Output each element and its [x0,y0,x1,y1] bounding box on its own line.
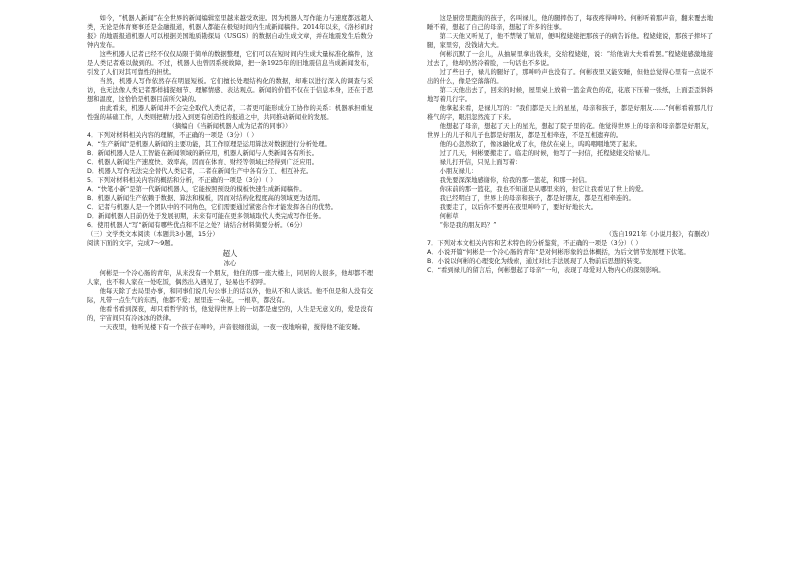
intro-paragraph: 当然，机器人写作依然存在明显短板。它们擅长处理结构化的数据，却难以进行深入的调查与采访，也无法像人类记者那样捕捉细节、理解情感、表达观点。新闻的价值不仅在于信息本身，还在于思想和温度，这恰恰是机器目前所欠缺的。 [87,78,373,103]
answer-option: A．“生产新闻”是机器人新闻的主要功能，其工作原理是运用算法对数据进行分析处理。 [87,141,331,148]
story-paragraph: 这是厨房里跑街的孩子，名叫禄儿，他的腿摔伤了，每夜疼得呻吟。何彬听着那声音，翻来覆去地睡不着，想起了自己的母亲，想起了许多的往事。 [427,15,713,31]
answer-option: D．机器人写作无法完全替代人类记者，二者在新闻生产中各有分工、相互补充。 [87,168,313,175]
section-note: 阅读下面的文字，完成7～9题。 [87,240,177,247]
left-column [87,14,373,554]
letter-greeting: 小朋友禄儿： [439,168,478,175]
answer-option: D．新闻机器人目前仍处于发展初期，未来有可能在更多领域取代人类完成写作任务。 [87,213,325,220]
section-heading: （三）文学类文本阅读（本题共3小题，15分） [87,231,219,238]
story-paragraph: 他的心忽然软了，像冰融化成了水，他伏在桌上，呜呜咽咽地哭了起来。 [439,141,642,148]
answer-option: B．小说以何彬的心理变化为线索，通过对比手法展现了人物前后思想的转变。 [427,258,646,265]
question-stem: 5．下列对材料相关内容的概括和分析，不正确的一项是（3分）（ ） [87,177,277,184]
intro-paragraph: 如今，“机器人新闻”在全世界的新闻编辑室里越来越受欢迎。因为机器人写作能力与速度都远超人类，无论是体育赛事还是金融报道，机器人都能在极短时间内生成新闻稿件。2014年以来，《洛杉矶时报》的地震报道机器人可以根据美国地质勘探局（USGS）的数据自动生成文章，并在地震发生后数分钟内发布。 [87,15,373,49]
letter-line: 你床前的那一篮花，我也不知道是从哪里来的，但它让我看见了世上的爱。 [439,186,648,193]
story-title: 超人 [222,249,238,258]
question-6: 6．使用机器人“写”新闻有哪些优点和不足之处？请结合材料简要分析。（6分） [87,222,307,229]
answer-option: B．新闻机器人是人工智能在新闻领域的新应用，机器人新闻与人类新闻各有所长。 [87,150,319,157]
story-paragraph: 何彬是一个冷心肠的青年，从来没有一个朋友，他住的那一座大楼上，同居的人很多，他却都不理人家，也不和人家在一处吃饭，偶然出入遇见了，轻易也不招呼。 [87,270,373,286]
story-paragraph: 他想起了母亲，想起了天上的星光，想起了院子里的花。他觉得世界上的母亲和母亲都是好朋友，世界上的儿子和儿子也都是好朋友，都是互相牵连，不是互相遗弃的。 [427,123,713,139]
story-paragraph: 他看书看到深夜，却只看哲学的书，他觉得世界上的一切都是虚空的，人生是无意义的，爱是没有的，宇宙间只有冷冰冰的铁律。 [87,306,373,322]
story-closing: “你是我的朋友吗？” [439,222,497,229]
story-paragraph: 禄儿打开信，只见上面写着： [439,159,522,166]
answer-option: A．小说开篇“何彬是一个冷心肠的青年”是对何彬形象的总体概括，为后文情节发展埋下伏笔。 [427,249,690,256]
right-column [427,14,713,554]
story-paragraph: 他拿起来看，是禄儿写的：“我们都是天上的星星，母亲和孩子，都是好朋友……”何彬看着那几行稚气的字，眼泪忽然流了下来。 [427,105,713,121]
material-source: （摘编自《当新闻机器人成为记者的同事》） [168,123,292,130]
intro-paragraph: 这些机器人记者已经不仅仅局限于简单的数据整理，它们可以在短时间内生成大量标准化稿件，这是人类记者难以做到的。不过，机器人也曾因系统故障，把一条1925年的旧地震信息当成新闻发布，引发了人们对其可靠性的担忧。 [87,51,373,76]
question-stem: 7．下列对本文相关内容和艺术特色的分析鉴赏，不正确的一项是（3分）（ ） [427,240,642,247]
question-7 [427,239,713,275]
answer-option: B．机器人新闻生产依赖于数据、算法和模板，因而对结构化程度高的领域更为适用。 [87,195,325,202]
story-author: 冰心 [223,260,237,267]
story-paragraph: 他每天除了去局里办事，和同事们说几句公事上的话以外，他从不和人谈话。他不但是和人没有交际，凡带一点生气的东西，他都不爱；屋里连一朵花，一根草，都没有。 [87,288,373,304]
letter-line: 我要走了，以后你不要再在夜里呻吟了，要好好地长大。 [439,204,598,211]
story-source: （选自1921年《小说月报》，有删改） [605,231,713,238]
question-4 [87,131,373,176]
story-paragraph: 过了几天，何彬要搬走了。临走的时候，他写了一封信，托程姥姥交给禄儿。 [439,150,654,157]
answer-option: C．记者与机器人是一个团队中的不同角色，它们需要通过紧密合作才能发挥各自的优势。 [87,204,337,211]
answer-option: A．“快笔小新”是第一代新闻机器人，它能按照预设的模板快速生成新闻稿件。 [87,186,306,193]
letter-line: 我先要深深地感谢你，给我的那一篮花，和那一封信。 [439,177,591,184]
letter-signature: 何彬草 [439,213,459,220]
letter [427,167,713,221]
story-paragraph: 第二天他出去了，回来的时候，屋里桌上放着一篮金黄色的花，花底下压着一张纸，上面歪歪斜斜地写着几行字。 [427,87,713,103]
letter-line: 我已经明白了，世界上的母亲和孩子，都是好朋友，都是互相牵连的。 [439,195,635,202]
story-paragraph: 一天夜里，他听见楼下有一个孩子在呻吟，声音很细很弱，一夜一夜地响着，搅得他不能安睡。 [99,324,365,331]
answer-option: C．机器人新闻生产速度快、效率高，因而在体育、财经等领域已经得到广泛应用。 [87,159,319,166]
story-paragraph: 过了些日子，禄儿的腿好了，那呻吟声也没有了。何彬夜里又能安睡，但他总觉得心里有一点说不出的什么，像是空落落的。 [427,69,713,85]
question-stem: 4．下列对材料相关内容的理解，不正确的一项是（3分）（ ） [87,132,258,139]
intro-paragraph: 由此看来，机器人新闻并不会完全取代人类记者，二者更可能形成分工协作的关系：机器承担重复性强的基础工作，人类则把精力投入到更有创造性的报道之中，共同推动新闻业的发展。 [87,105,373,121]
story-paragraph: 何彬沉默了一会儿，从抽屉里拿出钱来，交给程姥姥，说：“给他请大夫看看罢。”程姥姥感激地接过去了，他却仍然冷着脸，一句话也不多说。 [427,51,713,67]
answer-option: C．“看到禄儿的留言后，何彬想起了母亲”一句，表现了母爱对人物内心的深刻影响。 [427,267,665,274]
question-5 [87,176,373,221]
story-paragraph: 第二天他又听见了，他不禁皱了皱眉，便叫程姥姥把那孩子的病告诉他。程姥姥说，那孩子摔坏了腿，家里穷，没钱请大夫。 [427,33,713,49]
